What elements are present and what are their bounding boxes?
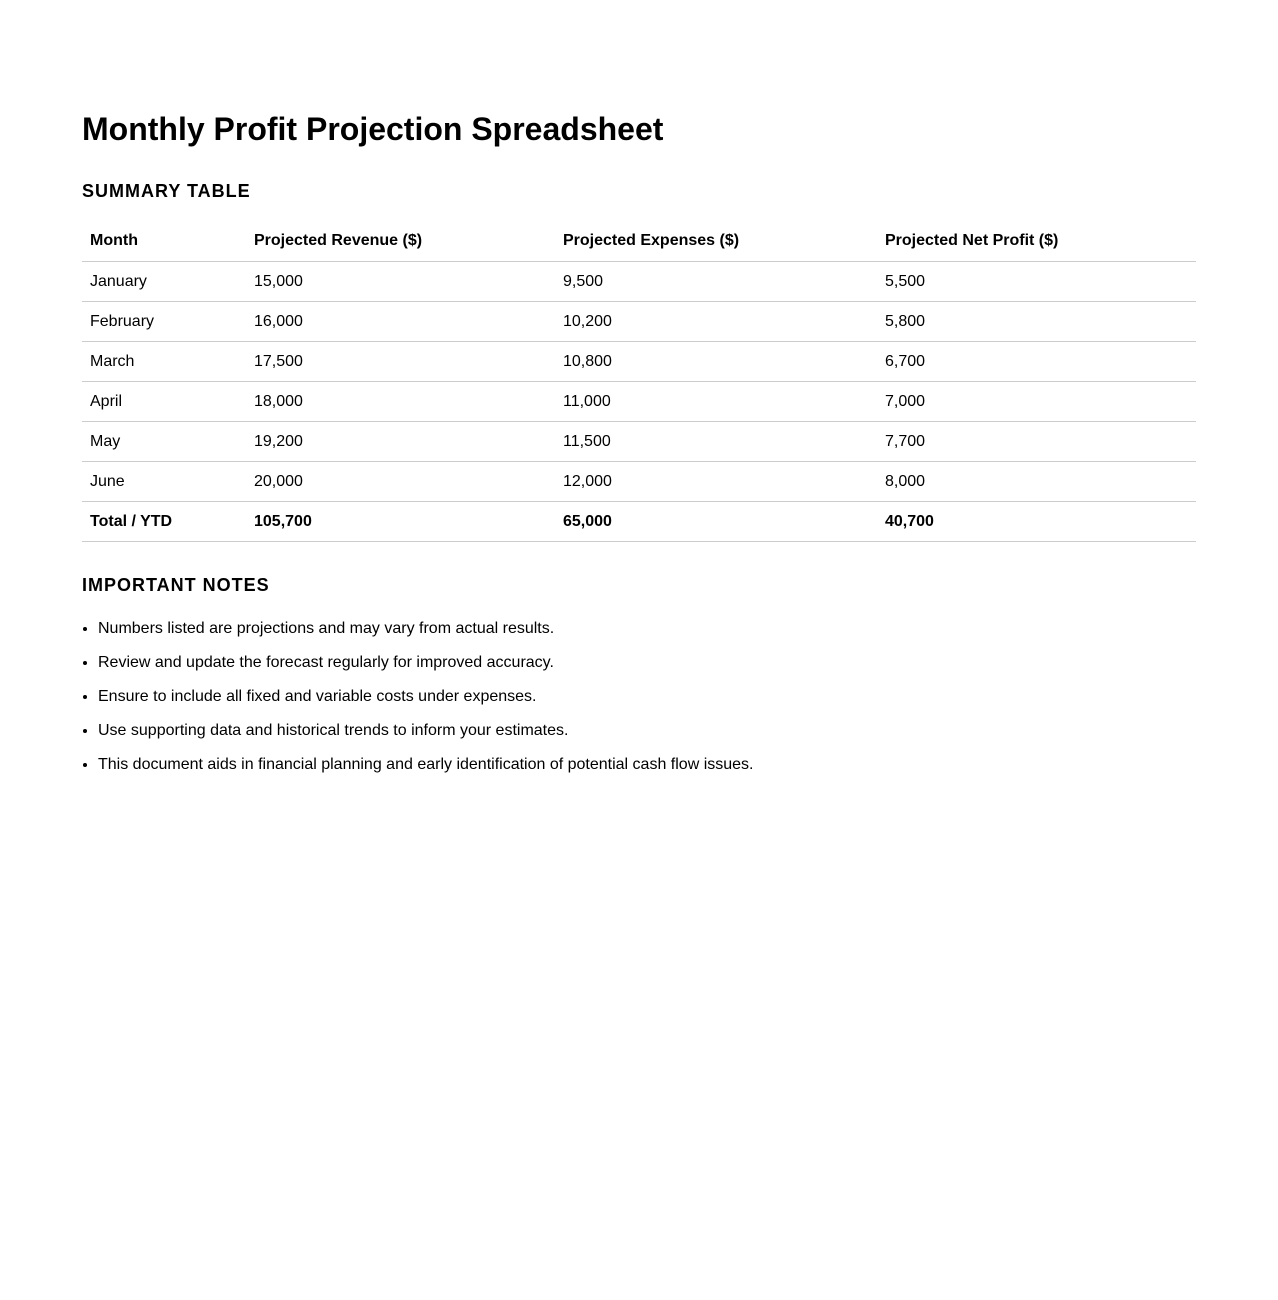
list-item: • Review and update the forecast regularly for improved accuracy. xyxy=(98,653,1196,673)
total-row xyxy=(82,502,1196,542)
cell-month: May xyxy=(82,422,246,462)
cell-net-profit: 5,800 xyxy=(877,302,1196,342)
cell-expenses: 10,800 xyxy=(555,342,877,382)
table-row xyxy=(82,342,1196,382)
cell-net-profit: 6,700 xyxy=(877,342,1196,382)
total-label: Total / YTD xyxy=(82,502,246,542)
cell-month: January xyxy=(82,262,246,302)
cell-expenses: 11,000 xyxy=(555,382,877,422)
table-header-row xyxy=(82,221,1196,262)
cell-revenue: 16,000 xyxy=(246,302,555,342)
table-row xyxy=(82,302,1196,342)
cell-revenue: 20,000 xyxy=(246,462,555,502)
table-row xyxy=(82,382,1196,422)
list-item: • Use supporting data and historical trends to inform your estimates. xyxy=(98,721,1196,741)
cell-month: February xyxy=(82,302,246,342)
cell-revenue: 18,000 xyxy=(246,382,555,422)
notes-list xyxy=(82,619,1196,775)
total-expenses: 65,000 xyxy=(555,502,877,542)
list-item: • Numbers listed are projections and may vary from actual results. xyxy=(98,619,1196,639)
important-notes-heading: IMPORTANT NOTES xyxy=(82,575,270,595)
total-revenue: 105,700 xyxy=(246,502,555,542)
cell-month: April xyxy=(82,382,246,422)
cell-expenses: 10,200 xyxy=(555,302,877,342)
column-header-month: Month xyxy=(82,221,246,262)
cell-month: June xyxy=(82,462,246,502)
page-title: Monthly Profit Projection Spreadsheet xyxy=(82,111,664,147)
cell-net-profit: 7,700 xyxy=(877,422,1196,462)
summary-table xyxy=(82,221,1196,542)
column-header-revenue: Projected Revenue ($) xyxy=(246,221,555,262)
cell-revenue: 17,500 xyxy=(246,342,555,382)
cell-month: March xyxy=(82,342,246,382)
cell-revenue: 19,200 xyxy=(246,422,555,462)
column-header-net-profit: Projected Net Profit ($) xyxy=(877,221,1196,262)
cell-net-profit: 8,000 xyxy=(877,462,1196,502)
cell-expenses: 11,500 xyxy=(555,422,877,462)
cell-expenses: 12,000 xyxy=(555,462,877,502)
table-row xyxy=(82,262,1196,302)
cell-expenses: 9,500 xyxy=(555,262,877,302)
total-net-profit: 40,700 xyxy=(877,502,1196,542)
cell-net-profit: 7,000 xyxy=(877,382,1196,422)
list-item: • This document aids in financial planning and early identification of potential cash flow issues. xyxy=(98,755,1196,775)
cell-net-profit: 5,500 xyxy=(877,262,1196,302)
summary-table-heading: SUMMARY TABLE xyxy=(82,181,251,201)
list-item: • Ensure to include all fixed and variable costs under expenses. xyxy=(98,687,1196,707)
column-header-expenses: Projected Expenses ($) xyxy=(555,221,877,262)
table-row xyxy=(82,462,1196,502)
cell-revenue: 15,000 xyxy=(246,262,555,302)
table-row xyxy=(82,422,1196,462)
